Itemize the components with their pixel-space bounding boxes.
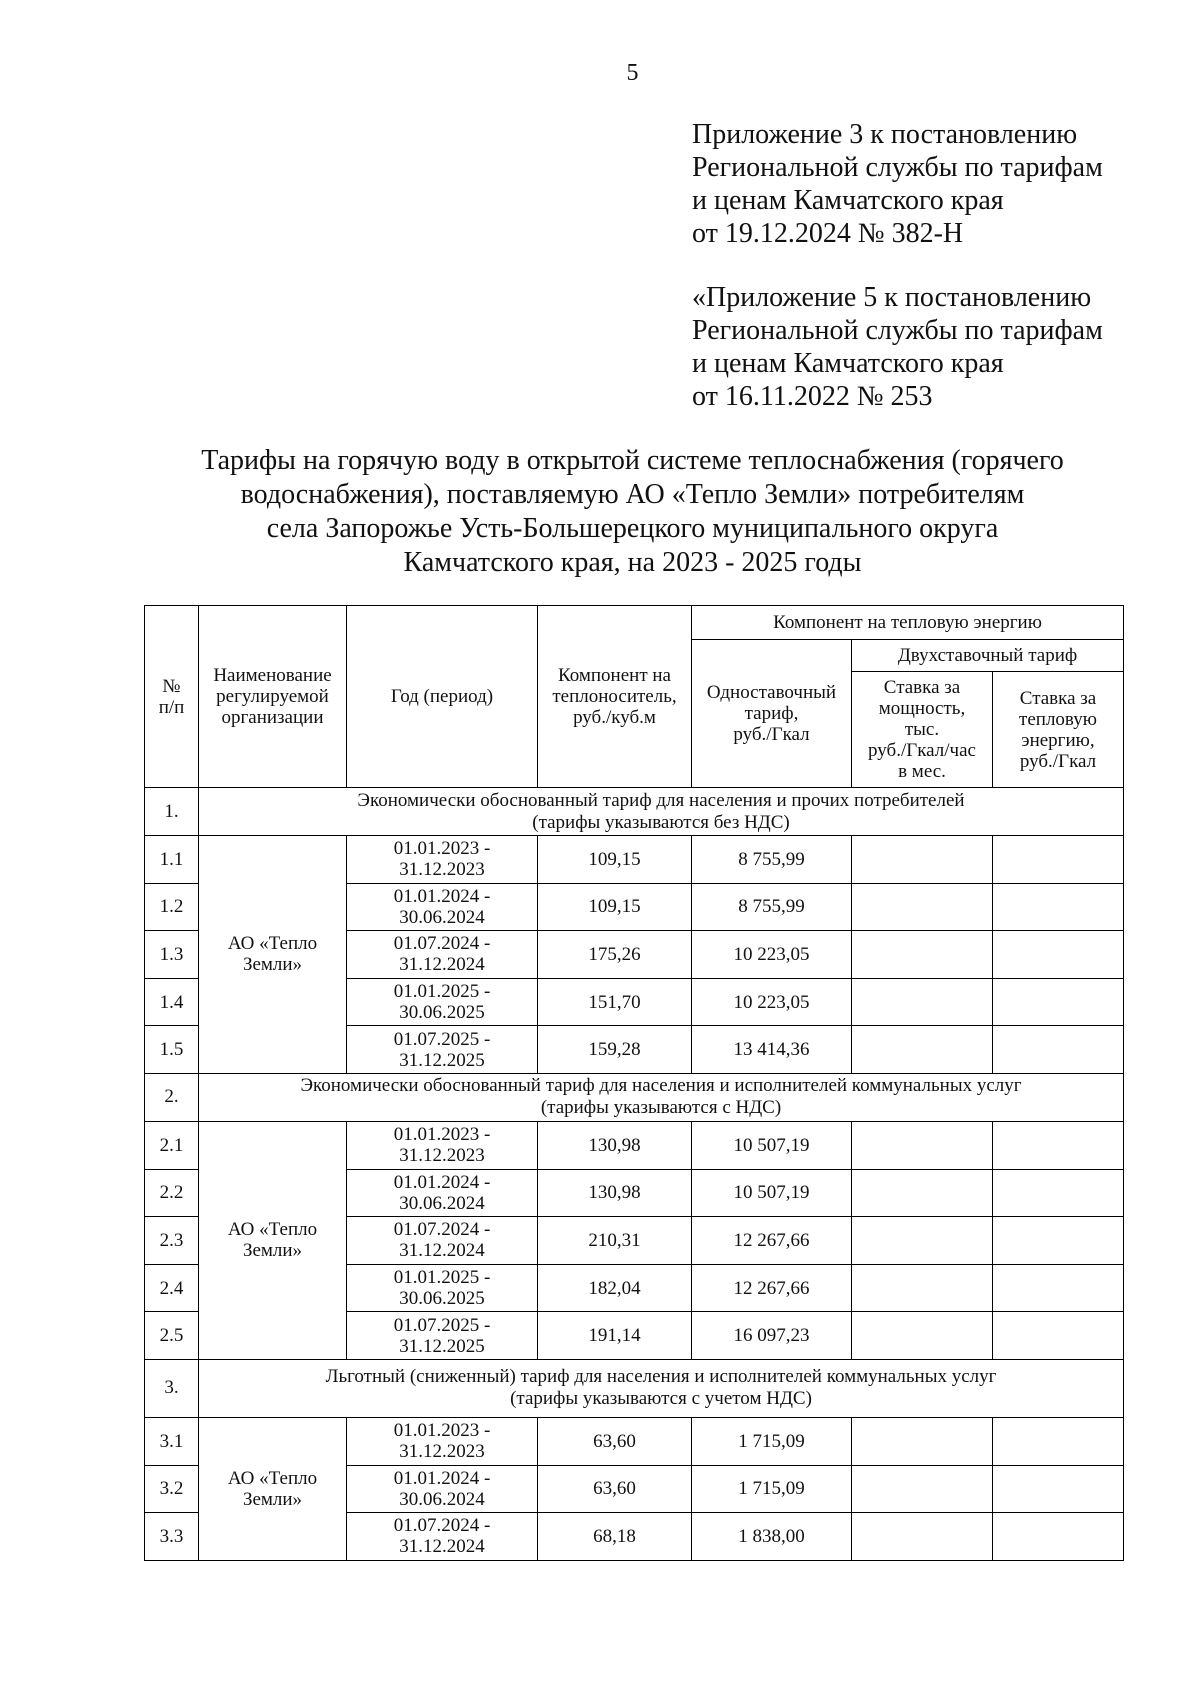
- carrier-component-value: 130,98: [538, 1169, 692, 1217]
- single-rate-value: 12 267,66: [692, 1217, 852, 1265]
- title-line: Камчатского края, на 2023 - 2025 годы: [403, 547, 862, 578]
- section-number: 3.: [145, 1359, 199, 1417]
- carrier-component-value: 151,70: [538, 978, 692, 1026]
- table-row: [145, 1121, 1124, 1169]
- title-line: водоснабжения), поставляемую АО «Тепло Земли» потребителям: [240, 479, 1025, 510]
- carrier-component-value: 210,31: [538, 1217, 692, 1265]
- single-rate-value: 10 223,05: [692, 978, 852, 1026]
- organization-name: АО «Тепло Земли»: [199, 1417, 347, 1560]
- row-number: 1.2: [145, 883, 199, 931]
- capacity-rate-value: [852, 1513, 993, 1561]
- energy-rate-value: [993, 1513, 1124, 1561]
- section-title: Льготный (сниженный) тариф для населения и исполнителей коммунальных услуг (тарифы указываются с учетом НДС): [199, 1359, 1124, 1417]
- row-number: 3.1: [145, 1417, 199, 1465]
- single-rate-value: 10 507,19: [692, 1169, 852, 1217]
- capacity-rate-value: [852, 1026, 993, 1074]
- appendix-line: Региональной службы по тарифам: [692, 315, 1103, 346]
- single-rate-value: 1 838,00: [692, 1513, 852, 1561]
- appendix-line: от 16.11.2022 № 253: [692, 381, 933, 412]
- single-rate-value: 1 715,09: [692, 1417, 852, 1465]
- section-title: Экономически обоснованный тариф для населения и исполнителей коммунальных услуг (тарифы указываются с НДС): [199, 1073, 1124, 1121]
- header-organization: Наименование регулируемой организации: [199, 606, 347, 788]
- row-number: 2.2: [145, 1169, 199, 1217]
- table-body: [145, 788, 1124, 1561]
- carrier-component-value: 159,28: [538, 1026, 692, 1074]
- single-rate-value: 12 267,66: [692, 1264, 852, 1312]
- table-row: [145, 836, 1124, 884]
- title-line: села Запорожье Усть-Большерецкого муниципального округа: [266, 513, 999, 544]
- appendix-line: и ценам Камчатского края: [692, 348, 1004, 379]
- single-rate-value: 10 507,19: [692, 1121, 852, 1169]
- period-cell: 01.01.2023 - 31.12.2023: [347, 1121, 538, 1169]
- title-line: Тарифы на горячую воду в открытой системе теплоснабжения (горячего: [201, 445, 1064, 476]
- period-cell: 01.07.2025 - 31.12.2025: [347, 1312, 538, 1360]
- energy-rate-value: [993, 1026, 1124, 1074]
- capacity-rate-value: [852, 931, 993, 979]
- period-cell: 01.07.2024 - 31.12.2024: [347, 931, 538, 979]
- row-number: 3.2: [145, 1465, 199, 1513]
- energy-rate-value: [993, 1169, 1124, 1217]
- section-number: 2.: [145, 1073, 199, 1121]
- carrier-component-value: 130,98: [538, 1121, 692, 1169]
- period-cell: 01.01.2024 - 30.06.2024: [347, 1465, 538, 1513]
- row-number: 1.3: [145, 931, 199, 979]
- single-rate-value: 10 223,05: [692, 931, 852, 979]
- energy-rate-value: [993, 883, 1124, 931]
- carrier-component-value: 191,14: [538, 1312, 692, 1360]
- single-rate-value: 1 715,09: [692, 1465, 852, 1513]
- period-cell: 01.01.2025 - 30.06.2025: [347, 1264, 538, 1312]
- period-cell: 01.07.2024 - 31.12.2024: [347, 1217, 538, 1265]
- header-period: Год (период): [347, 606, 538, 788]
- capacity-rate-value: [852, 1417, 993, 1465]
- carrier-component-value: 109,15: [538, 836, 692, 884]
- carrier-component-value: 182,04: [538, 1264, 692, 1312]
- period-cell: 01.01.2023 - 31.12.2023: [347, 836, 538, 884]
- appendix-reference-original: [692, 281, 1103, 413]
- period-cell: 01.07.2024 - 31.12.2024: [347, 1513, 538, 1561]
- single-rate-value: 13 414,36: [692, 1026, 852, 1074]
- appendix-reference-current: [692, 118, 1103, 250]
- appendix-line: Приложение 3 к постановлению: [692, 119, 1078, 150]
- header-single-rate: Одноставочный тариф, руб./Гкал: [692, 640, 852, 788]
- single-rate-value: 8 755,99: [692, 883, 852, 931]
- period-cell: 01.07.2025 - 31.12.2025: [347, 1026, 538, 1074]
- header-energy-rate: Ставка за тепловую энергию, руб./Гкал: [993, 672, 1124, 788]
- carrier-component-value: 68,18: [538, 1513, 692, 1561]
- appendix-line: «Приложение 5 к постановлению: [692, 282, 1092, 313]
- row-number: 1.5: [145, 1026, 199, 1074]
- carrier-component-value: 109,15: [538, 883, 692, 931]
- header-carrier-component: Компонент на теплоноситель, руб./куб.м: [538, 606, 692, 788]
- row-number: 1.4: [145, 978, 199, 1026]
- capacity-rate-value: [852, 1465, 993, 1513]
- header-row: [145, 606, 1124, 640]
- energy-rate-value: [993, 1312, 1124, 1360]
- section-row: [145, 1359, 1124, 1417]
- appendix-line: от 19.12.2024 № 382-Н: [692, 218, 964, 249]
- capacity-rate-value: [852, 1217, 993, 1265]
- row-number: 1.1: [145, 836, 199, 884]
- section-row: [145, 1073, 1124, 1121]
- tariff-table: [144, 605, 1124, 1561]
- period-cell: 01.01.2023 - 31.12.2023: [347, 1417, 538, 1465]
- capacity-rate-value: [852, 1264, 993, 1312]
- capacity-rate-value: [852, 978, 993, 1026]
- capacity-rate-value: [852, 883, 993, 931]
- energy-rate-value: [993, 1465, 1124, 1513]
- row-number: 2.3: [145, 1217, 199, 1265]
- header-two-part-tariff: Двухставочный тариф: [852, 640, 1124, 672]
- period-cell: 01.01.2024 - 30.06.2024: [347, 883, 538, 931]
- carrier-component-value: 63,60: [538, 1417, 692, 1465]
- document-title: [130, 444, 1135, 580]
- header-num: № п/п: [145, 606, 199, 788]
- row-number: 3.3: [145, 1513, 199, 1561]
- energy-rate-value: [993, 931, 1124, 979]
- table-row: [145, 1417, 1124, 1465]
- single-rate-value: 16 097,23: [692, 1312, 852, 1360]
- energy-rate-value: [993, 1264, 1124, 1312]
- appendix-line: и ценам Камчатского края: [692, 185, 1004, 216]
- row-number: 2.1: [145, 1121, 199, 1169]
- energy-rate-value: [993, 1217, 1124, 1265]
- capacity-rate-value: [852, 836, 993, 884]
- section-row: [145, 788, 1124, 836]
- organization-name: АО «Тепло Земли»: [199, 1121, 347, 1359]
- carrier-component-value: 175,26: [538, 931, 692, 979]
- appendix-line: Региональной службы по тарифам: [692, 152, 1103, 183]
- capacity-rate-value: [852, 1169, 993, 1217]
- section-number: 1.: [145, 788, 199, 836]
- row-number: 2.5: [145, 1312, 199, 1360]
- section-title: Экономически обоснованный тариф для населения и прочих потребителей (тарифы указываются без НДС): [199, 788, 1124, 836]
- row-number: 2.4: [145, 1264, 199, 1312]
- carrier-component-value: 63,60: [538, 1465, 692, 1513]
- organization-name: АО «Тепло Земли»: [199, 836, 347, 1074]
- energy-rate-value: [993, 978, 1124, 1026]
- energy-rate-value: [993, 836, 1124, 884]
- capacity-rate-value: [852, 1121, 993, 1169]
- header-heat-component: Компонент на тепловую энергию: [692, 606, 1124, 640]
- capacity-rate-value: [852, 1312, 993, 1360]
- single-rate-value: 8 755,99: [692, 836, 852, 884]
- header-capacity-rate: Ставка за мощность, тыс. руб./Гкал/час в мес.: [852, 672, 993, 788]
- period-cell: 01.01.2024 - 30.06.2024: [347, 1169, 538, 1217]
- period-cell: 01.01.2025 - 30.06.2025: [347, 978, 538, 1026]
- energy-rate-value: [993, 1417, 1124, 1465]
- energy-rate-value: [993, 1121, 1124, 1169]
- page-number: 5: [626, 60, 639, 86]
